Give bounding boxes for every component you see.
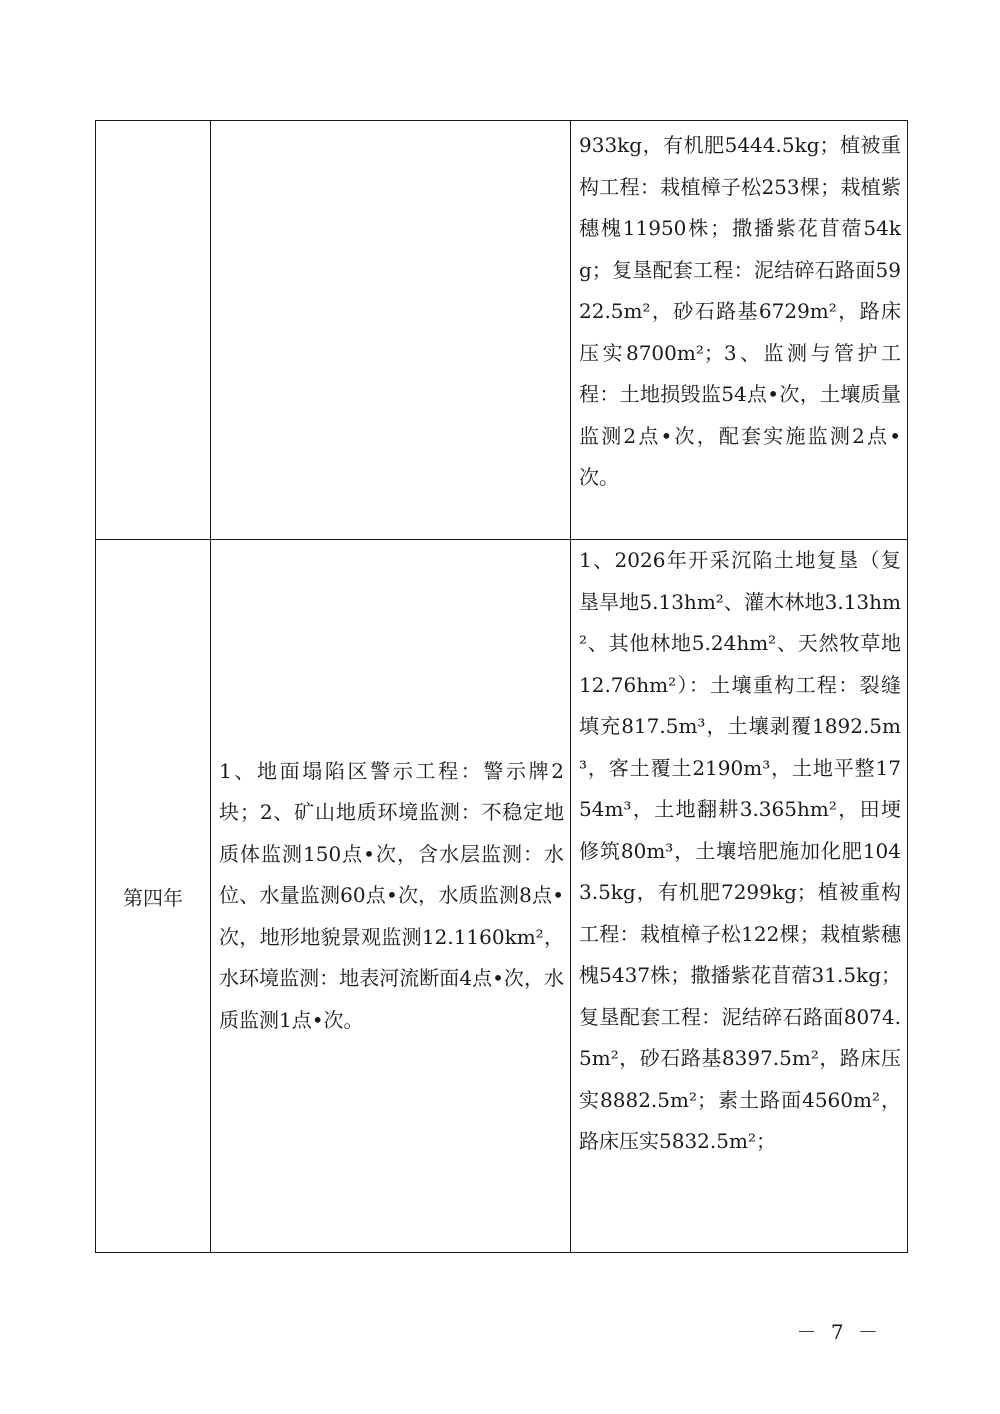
reclamation-cell (571, 540, 908, 1253)
geo-environment-cell (211, 121, 571, 540)
table-row (96, 121, 908, 540)
reclamation-text: 1、2026年开采沉陷土地复垦（复垦旱地5.13hm²、灌木林地3.13hm²、其他林地5.24hm²、天然牧草地12.76hm²）：土壤重构工程：裂缝填充817.5m³，土壤剥覆1892.5m³，客土覆土2190m³，土地平整1754m³，土地翻耕3.365hm²，田埂修筑80m³，土壤培肥施加化肥1043.5kg，有机肥7299kg；植被重构工程：栽植樟子松122棵；栽植紫穗槐5437株；撒播紫花苜蓿31.5kg；复垦配套工程：泥结碎石路面8074.5m²，砂石路基8397.5m²，路床压实8882.5m²；素土路面4560m²，路床压实5832.5m²； (579, 548, 901, 1153)
page-number: － 7 － (796, 1320, 882, 1344)
year-label: 第四年 (123, 885, 183, 910)
reclamation-text: 933kg，有机肥5444.5kg；植被重构工程：栽植樟子松253棵；栽植紫穗槐11950株；撒播紫花苜蓿54kg；复垦配套工程：泥结碎石路面5922.5m²，砂石路基6729m²，路床压实8700m²；3、监测与管护工程：土地损毁监54点•次，土壤质量监测2点•次，配套实施监测2点•次。 (579, 133, 901, 489)
reclamation-cell (571, 121, 908, 540)
year-cell (96, 540, 211, 1253)
year-cell (96, 121, 211, 540)
table-row (96, 540, 908, 1253)
geo-environment-text: 1、地面塌陷区警示工程：警示牌2块；2、矿山地质环境监测：不稳定地质体监测150点•次，含水层监测：水位、水量监测60点•次，水质监测8点•次，地形地貌景观监测12.1160km²，水环境监测：地表河流断面4点•次，水质监测1点•次。 (219, 758, 564, 1032)
plan-table (95, 120, 908, 1253)
geo-environment-cell (211, 540, 571, 1253)
